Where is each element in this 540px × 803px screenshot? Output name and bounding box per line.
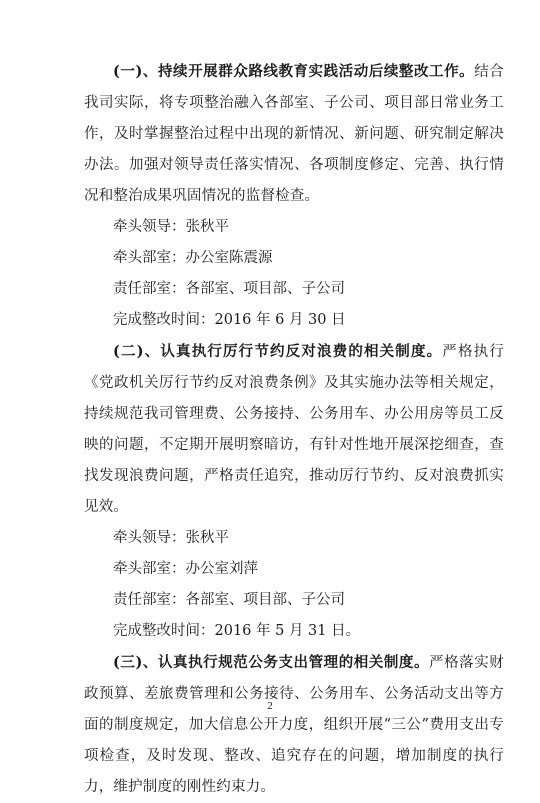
page-number: 2 bbox=[267, 700, 273, 712]
section-2-lead-department: 牵头部室：办公室刘萍 bbox=[113, 561, 258, 577]
section-1-heading: (一)、持续开展群众路线教育实践活动后续整改工作。 bbox=[113, 63, 475, 80]
section-3-paragraph bbox=[84, 647, 504, 803]
section-2-deadline: 完成整改时间：2016 年 5 月 31 日。 bbox=[113, 623, 361, 639]
section-1-lead-leader: 牵头领导：张秋平 bbox=[113, 219, 229, 235]
section-3-heading: (三)、认真执行规范公务支出管理的相关制度。 bbox=[113, 654, 430, 671]
section-2-heading: (二)、认真执行厉行节约反对浪费的相关制度。 bbox=[113, 343, 443, 360]
section-3-text: 严格落实财政预算、差旅费管理和公务接待、公务用车、公务活动支出等方面的制度规定，加大信息公开力度，组织开展“三公”费用支出专项检查，及时发现、整改、追究存在的问题，增加制度的执行力，维护制度的刚性约束力。 bbox=[84, 655, 505, 795]
section-2-lead-leader: 牵头领导：张秋平 bbox=[113, 530, 229, 546]
section-2-paragraph bbox=[84, 336, 504, 523]
document-body bbox=[84, 56, 504, 803]
section-2-responsible-departments: 责任部室：各部室、项目部、子公司 bbox=[113, 592, 345, 608]
section-1-deadline: 完成整改时间：2016 年 6 月 30 日 bbox=[113, 312, 346, 328]
section-1-lead-department: 牵头部室：办公室陈震源 bbox=[113, 250, 273, 266]
section-1-paragraph bbox=[84, 56, 504, 212]
section-1-responsible-departments: 责任部室：各部室、项目部、子公司 bbox=[113, 281, 345, 297]
section-1-text: 结合我司实际，将专项整治融入各部室、子公司、项目部日常业务工作，及时掌握整治过程中出现的新情况、新问题、研究制定解决办法。加强对领导责任落实情况、各项制度修定、完善、执行情况和整治成果巩固情况的监督检查。 bbox=[84, 64, 504, 204]
section-2-text: 严格执行《党政机关厉行节约反对浪费条例》及其实施办法等相关规定，持续规范我司管理费、公务接持、公务用车、办公用房等员工反映的问题，不定期开展明察暗访，有针对性地开展深挖细查，查找发现浪费问题，严格责任追究，推动厉行节约、反对浪费抓实见效。 bbox=[84, 344, 504, 515]
